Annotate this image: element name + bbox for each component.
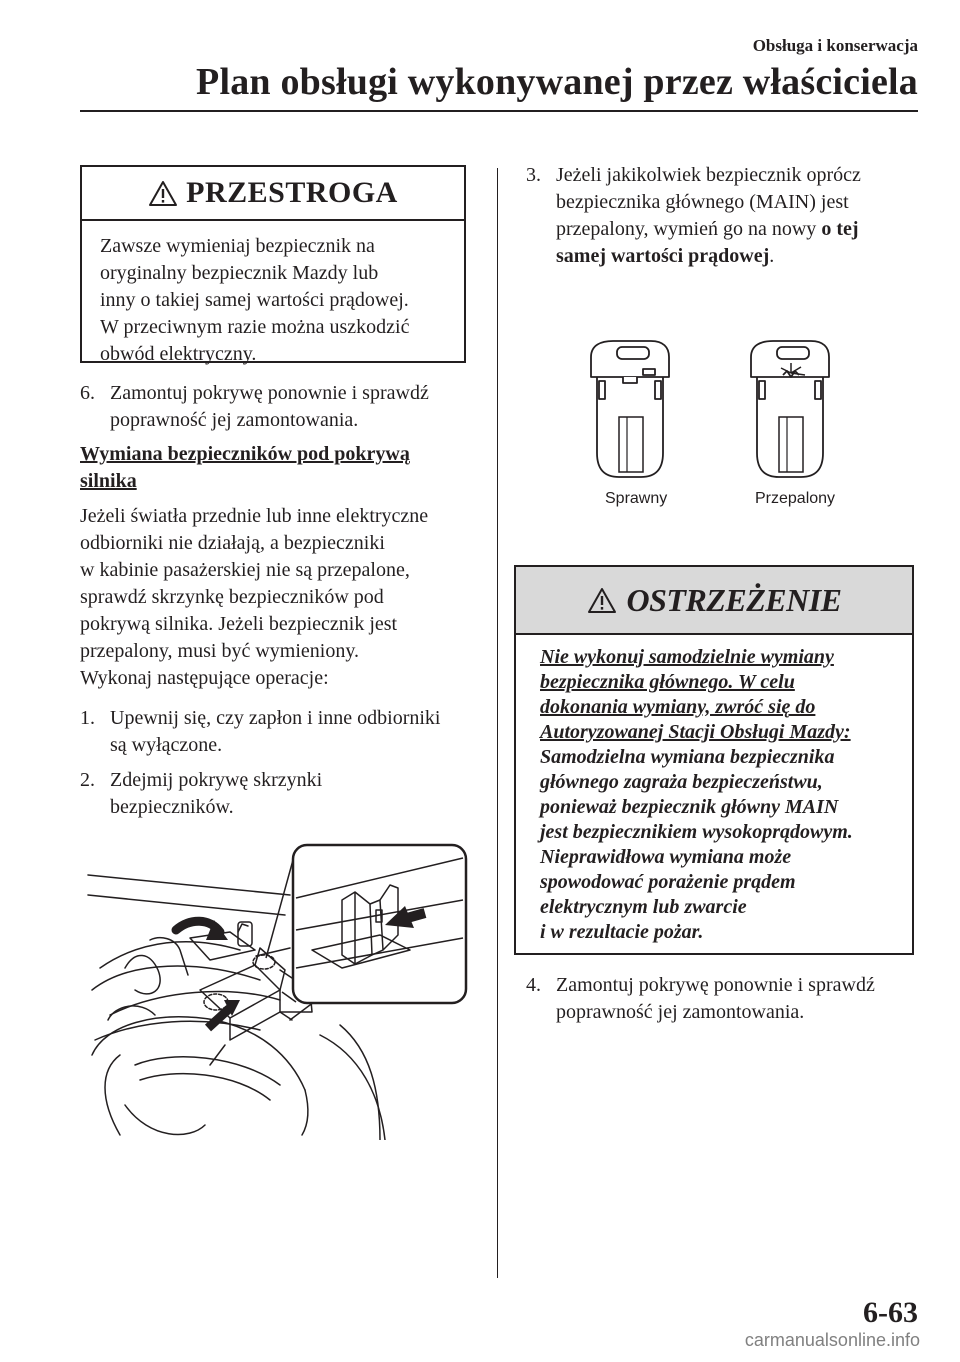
warning-box [514, 565, 914, 955]
good-fuse-caption: Sprawny [605, 490, 668, 507]
warning-line: i w rezultacie pożar. [540, 921, 704, 943]
step-line: są wyłączone. [110, 734, 223, 756]
caution-box [80, 165, 466, 363]
engine-fuse-box-illustration [80, 840, 480, 1140]
subsection-heading [80, 441, 480, 495]
step-number: 6. [80, 382, 95, 404]
step-number: 2. [80, 769, 95, 791]
warning-line: jest bezpiecznikiem wysokoprądowym. [540, 821, 853, 843]
warning-header [516, 567, 912, 635]
paragraph-line: sprawdź skrzynkę bezpieczników pod [80, 586, 384, 608]
step-line: poprawność jej zamontowania. [556, 1001, 805, 1023]
blown-fuse-caption: Przepalony [755, 490, 836, 507]
step-bold-text: o tej [821, 218, 859, 240]
step-line [556, 216, 861, 243]
warning-triangle-icon [587, 587, 617, 614]
warning-line: bezpiecznika głównego. W celu [540, 671, 795, 693]
step-2 [80, 767, 480, 821]
watermark: carmanualsonline.info [744, 1330, 920, 1350]
warning-line: dokonania wymiany, zwróć się do [540, 696, 816, 718]
warning-line: Autoryzowanej Stacji Obsługi Mazdy: [540, 721, 851, 743]
step-line: Zamontuj pokrywę ponownie i sprawdź [110, 382, 429, 404]
intro-paragraph [80, 503, 485, 692]
warning-line: ponieważ bezpiecznik główny MAIN [540, 796, 839, 818]
warning-line: głównego zagraża bezpieczeństwu, [540, 771, 823, 793]
step-line: poprawność jej zamontowania. [110, 409, 359, 431]
page-number: 6-63 [863, 1296, 918, 1329]
subsection-heading-line: Wymiana bezpieczników pod pokrywą [80, 443, 410, 465]
warning-line: Nie wykonuj samodzielnie wymiany [540, 646, 834, 668]
paragraph-line: przepalony, musi być wymieniony. [80, 640, 360, 662]
step-4 [526, 972, 926, 1026]
paragraph-line: w kabinie pasażerskiej nie są przepalone, [80, 559, 410, 581]
caution-text [82, 221, 464, 368]
step-line: Zamontuj pokrywę ponownie i sprawdź [556, 974, 875, 996]
step-line: Upewnij się, czy zapłon i inne odbiorniki [110, 707, 441, 729]
warning-line: Nieprawidłowa wymiana może [540, 846, 792, 868]
warning-title: OSTRZEŻENIE [626, 581, 842, 618]
step-line: bezpiecznika głównego (MAIN) jest [556, 191, 849, 213]
blown-fuse-illustration [745, 335, 835, 485]
step-line: Zdejmij pokrywę skrzynki [110, 769, 323, 791]
step-line: Jeżeli jakikolwiek bezpiecznik oprócz [556, 164, 861, 186]
good-fuse-illustration [585, 335, 675, 485]
section-label: Obsługa i konserwacja [752, 36, 918, 55]
page-title: Plan obsługi wykonywanej przez właściciela [196, 61, 918, 103]
header-rule [80, 110, 918, 112]
step-number: 1. [80, 707, 95, 729]
caution-line: W przeciwnym razie można uszkodzić [100, 316, 410, 338]
caution-header [82, 167, 464, 221]
step-number: 3. [526, 164, 541, 186]
step-text: przepalony, wymień go na nowy [556, 218, 822, 240]
warning-text [516, 635, 912, 945]
caution-line: inny o takiej samej wartości prądowej. [100, 289, 409, 311]
step-text: . [769, 245, 775, 267]
caution-title: PRZESTROGA [186, 176, 398, 209]
step-3 [526, 162, 926, 270]
caution-line: obwód elektryczny. [100, 343, 257, 365]
paragraph-line: Jeżeli światła przednie lub inne elektryczne [80, 505, 429, 527]
warning-line: elektrycznym lub zwarcie [540, 896, 747, 918]
paragraph-line: Wykonaj następujące operacje: [80, 667, 329, 689]
step-6 [80, 380, 480, 434]
column-divider [497, 168, 498, 1278]
warning-triangle-icon [148, 180, 178, 207]
subsection-heading-line: silnika [80, 470, 137, 492]
warning-line: Samodzielna wymiana bezpiecznika [540, 746, 835, 768]
step-line [556, 243, 861, 270]
step-number: 4. [526, 974, 541, 996]
warning-line: spowodować porażenie prądem [540, 871, 796, 893]
caution-line: oryginalny bezpiecznik Mazdy lub [100, 262, 379, 284]
paragraph-line: odbiorniki nie działają, a bezpieczniki [80, 532, 385, 554]
step-line: bezpieczników. [110, 796, 234, 818]
paragraph-line: pokrywą silnika. Jeżeli bezpiecznik jest [80, 613, 398, 635]
caution-line: Zawsze wymieniaj bezpiecznik na [100, 235, 375, 257]
step-1 [80, 705, 485, 759]
step-bold-text: samej wartości prądowej [556, 245, 770, 267]
